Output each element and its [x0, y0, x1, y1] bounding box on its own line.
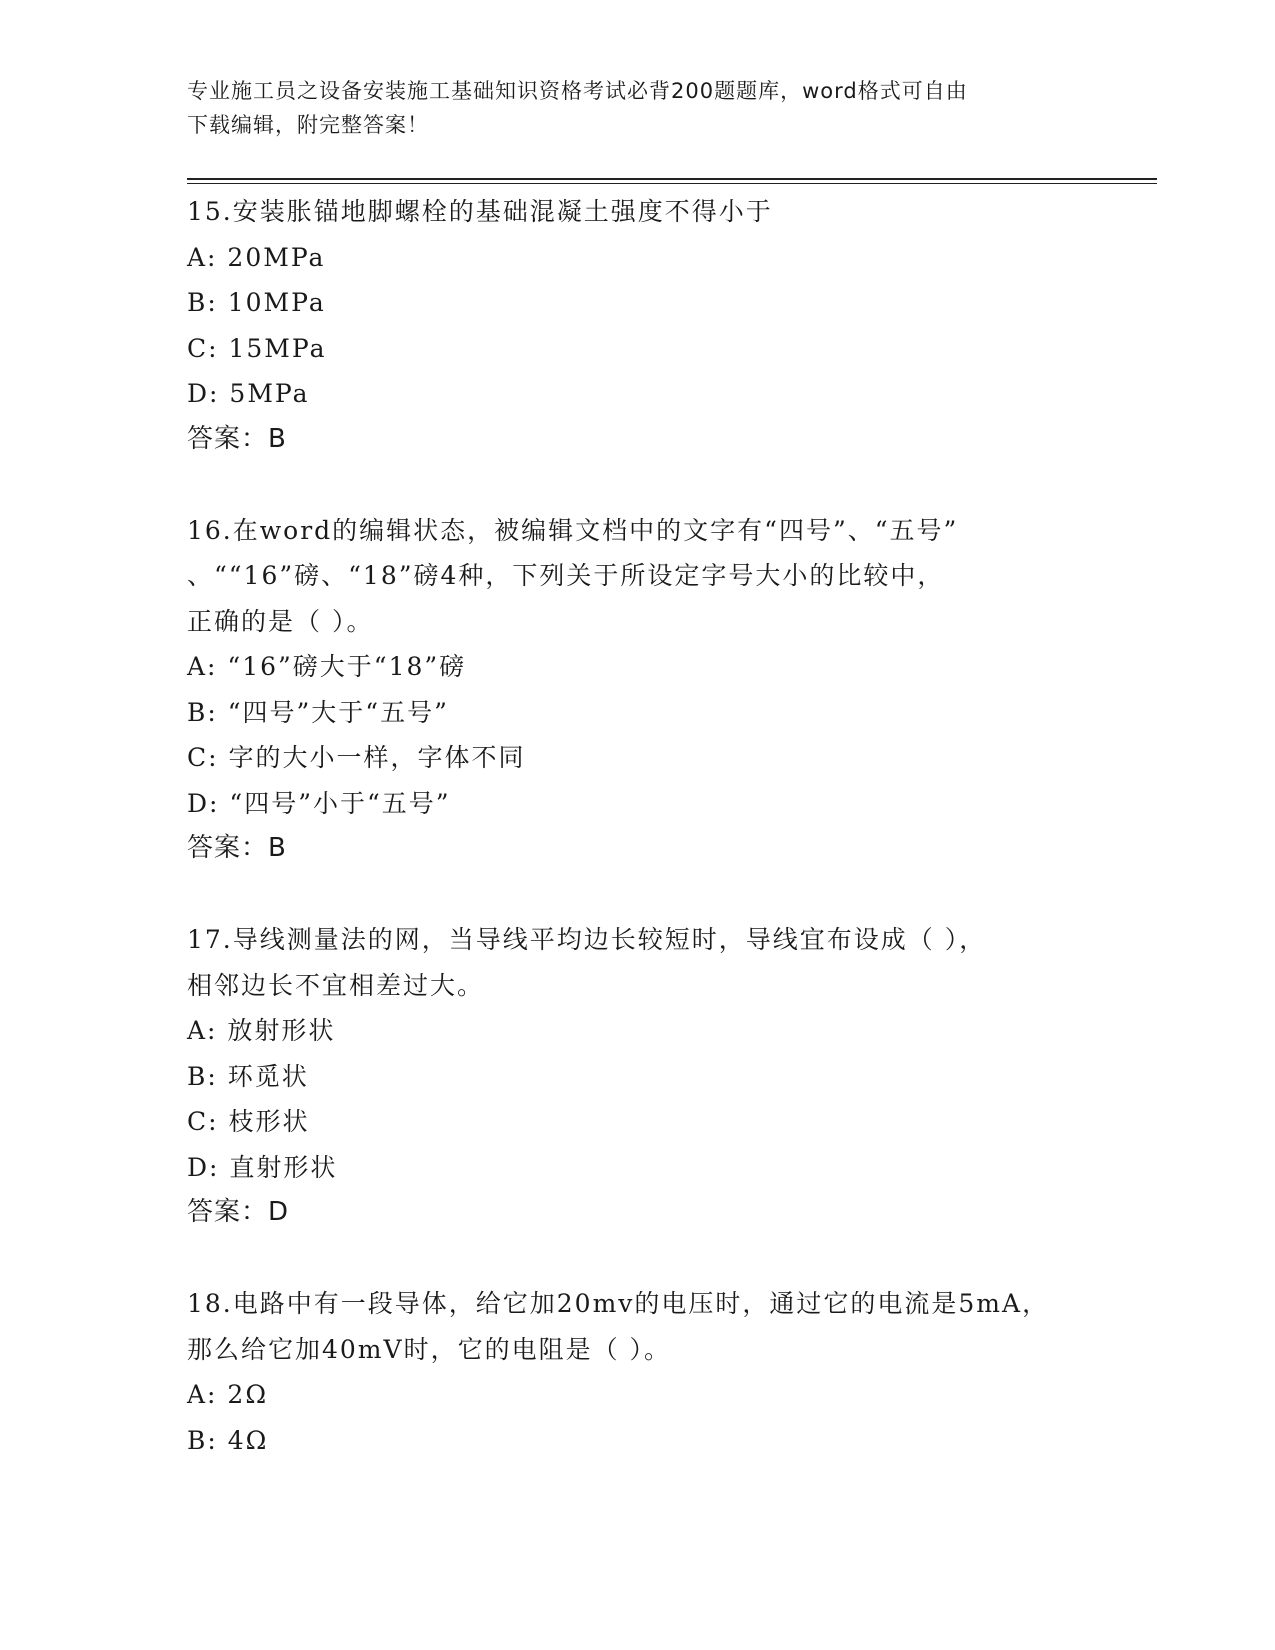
option-b: B: “四号”大于“五号”: [187, 697, 449, 727]
option-d: D: 5MPa: [187, 379, 310, 408]
option-a: A: “16”磅大于“18”磅: [187, 652, 467, 681]
answer-line: 答案：B: [187, 423, 287, 454]
question-text: 那么给它加40mV时，它的电阻是（ ）。: [187, 1334, 672, 1364]
question-text: 相邻边长不宜相差过大。: [187, 970, 485, 1000]
question-text: 17.导线测量法的网，当导线平均边长较短时，导线宜布设成（ ），: [187, 925, 987, 954]
header-line-1: 专业施工员之设备安装施工基础知识资格考试必背200题题库，word格式可自由: [187, 79, 968, 103]
option-c: C: 枝形状: [187, 1107, 310, 1136]
option-c: C: 字的大小一样，字体不同: [187, 743, 526, 772]
option-a: A: 放射形状: [187, 1016, 336, 1045]
option-b: B: 10MPa: [187, 288, 326, 317]
question-16: [187, 508, 1067, 872]
answer-line: 答案：B: [187, 833, 287, 863]
question-17: [187, 917, 1067, 1236]
question-text: 18.电路中有一段导体，给它加20mv的电压时，通过它的电流是5mA，: [187, 1289, 1050, 1318]
option-b: B: 4Ω: [187, 1425, 269, 1455]
option-a: A: 20MPa: [187, 242, 326, 272]
question-text: 16.在word的编辑状态，被编辑文档中的文字有“四号”、“五号”: [187, 515, 959, 545]
option-d: D: 直射形状: [187, 1152, 338, 1182]
question-text: 15.安装胀锚地脚螺栓的基础混凝土强度不得小于: [187, 197, 773, 226]
question-text: 正确的是（ ）。: [187, 606, 374, 636]
option-c: C: 15MPa: [187, 333, 327, 363]
header-divider: [187, 178, 1157, 184]
option-d: D: “四号”小于“五号”: [187, 788, 451, 818]
header-line-2: 下载编辑，附完整答案！: [187, 113, 429, 137]
question-list: [187, 189, 1067, 1509]
document-header: [187, 74, 1057, 142]
question-15: [187, 189, 1067, 462]
option-a: A: 2Ω: [187, 1380, 269, 1409]
question-18: [187, 1281, 1067, 1463]
question-text: 、““16”磅、“18”磅4种，下列关于所设定字号大小的比较中，: [187, 561, 945, 590]
answer-line: 答案：D: [187, 1197, 290, 1227]
option-b: B: 环觅状: [187, 1061, 309, 1091]
